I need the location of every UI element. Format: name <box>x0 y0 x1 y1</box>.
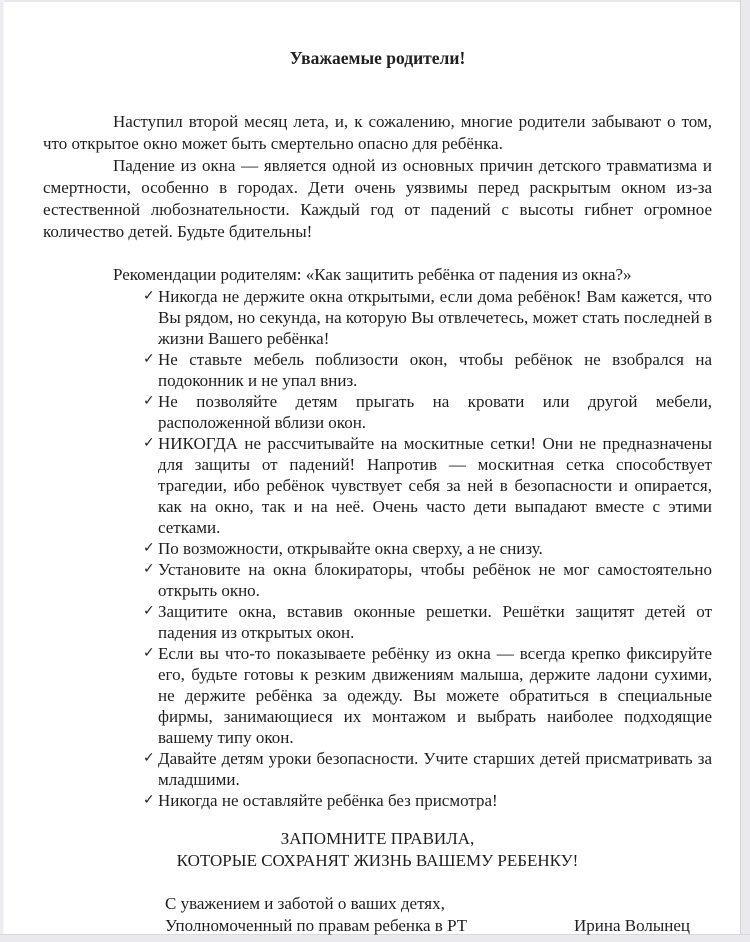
closing-block <box>43 828 712 872</box>
recommendation-item <box>43 601 712 643</box>
recommendation-item <box>43 286 712 349</box>
recommendation-text: НИКОГДА не рассчитывайте на москитные сетки! Они не предназначены для защиты от падений! Напротив — москитная сетка способствует трагедии, ибо ребёнок чувствует себя за ней в безопасности и опирается, как на окно, так и на неё. Очень часто дети выпадают вместе с этими сетками. <box>158 434 712 537</box>
recommendation-item <box>43 433 712 538</box>
recommendation-item <box>43 391 712 433</box>
checkmark-icon: ✓ <box>143 393 155 409</box>
checkmark-icon: ✓ <box>143 435 155 451</box>
letter-title: Уважаемые родители! <box>289 48 466 68</box>
recommendation-text: Защитите окна, вставив оконные решетки. Решётки защитят детей от падения из открытых окон. <box>158 602 712 642</box>
recommendation-item <box>43 349 712 391</box>
recommendations-list <box>43 286 712 811</box>
checkmark-icon: ✓ <box>143 750 155 766</box>
checkmark-icon: ✓ <box>143 792 155 808</box>
recommendation-text: Не ставьте мебель поблизости окон, чтобы ребёнок не взобрался на подоконник и не упал вниз. <box>158 350 712 390</box>
signature-line-1: С уважением и заботой о ваших детях, <box>165 894 445 913</box>
checkmark-icon: ✓ <box>143 351 155 367</box>
intro-paragraph-1: Наступил второй месяц лета, и, к сожалению, многие родители забывают о том, что открытое окно может быть смертельно опасно для ребёнка. <box>43 112 712 153</box>
recommendation-text: Если вы что-то показываете ребёнку из окна — всегда крепко фиксируйте его, будьте готовы к резким движениям малыша, держите ладони сухими, не держите ребёнка за одежду. Вы можете обратиться в специальные фирмы, занимающиеся их монтажом и выбрать наиболее подходящие вашему типу окон. <box>158 644 712 747</box>
recommendation-text: Никогда не держите окна открытыми, если дома ребёнок! Вам кажется, что Вы рядом, но секунда, на которую Вы отвлечетесь, может стать последней в жизни Вашего ребёнка! <box>158 287 712 348</box>
closing-line-1: ЗАПОМНИТЕ ПРАВИЛА, <box>280 829 475 848</box>
recommendation-text: Никогда не оставляйте ребёнка без присмотра! <box>158 791 498 810</box>
checkmark-icon: ✓ <box>143 288 155 304</box>
closing-line-2: КОТОРЫЕ СОХРАНЯТ ЖИЗНЬ ВАШЕМУ РЕБЕНКУ! <box>176 851 579 870</box>
recommendation-text: По возможности, открывайте окна сверху, а не снизу. <box>158 539 543 558</box>
checkmark-icon: ✓ <box>143 645 155 661</box>
recommendation-text: Давайте детям уроки безопасности. Учите старших детей присматривать за младшими. <box>158 749 712 789</box>
recommendations-heading: Рекомендации родителям: «Как защитить ребёнка от падения из окна?» <box>113 265 632 284</box>
recommendation-item <box>43 559 712 601</box>
signature-block <box>43 893 712 937</box>
checkmark-icon: ✓ <box>143 561 155 577</box>
recommendation-item <box>43 748 712 790</box>
checkmark-icon: ✓ <box>143 540 155 556</box>
recommendation-item <box>43 538 712 559</box>
signature-title: Уполномоченный по правам ребенка в РТ <box>165 916 468 935</box>
recommendation-item <box>43 790 712 811</box>
recommendation-item <box>43 643 712 748</box>
intro-paragraph-2: Падение из окна — является одной из основных причин детского травматизма и смертности, особенно в городах. Дети очень уязвимы перед раскрытым окном из-за естественной любознательности. Каждый год от падений с высоты гибнет огромное количество детей. Будьте бдительны! <box>43 156 712 241</box>
signature-line-2 <box>165 915 712 937</box>
checkmark-icon: ✓ <box>143 603 155 619</box>
recommendation-text: Установите на окна блокираторы, чтобы ребёнок не мог самостоятельно открыть окно. <box>158 560 712 600</box>
recommendation-text: Не позволяйте детям прыгать на кровати или другой мебели, расположенной вблизи окон. <box>158 392 712 432</box>
signature-name: Ирина Волынец <box>573 916 690 935</box>
